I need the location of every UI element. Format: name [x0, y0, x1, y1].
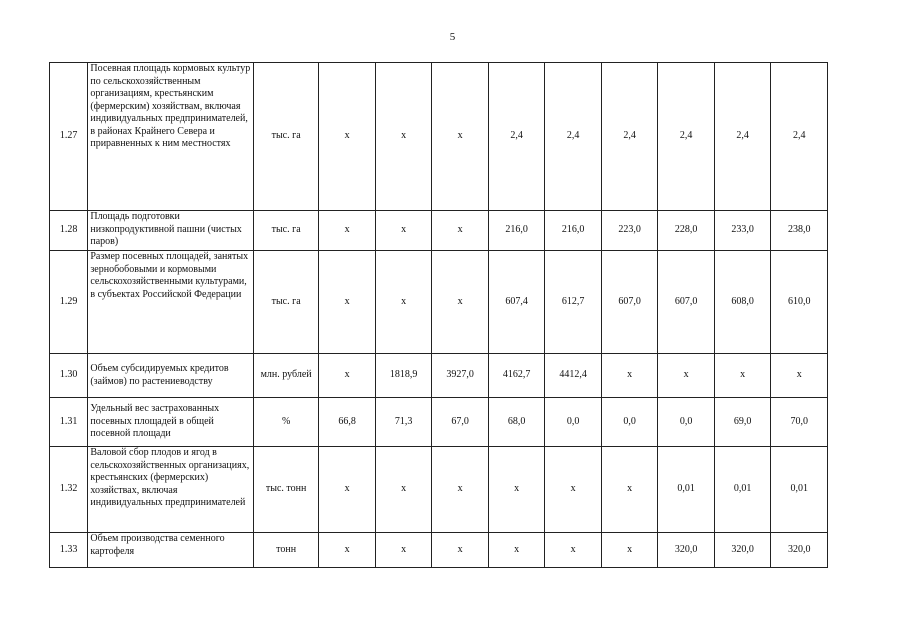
value-cell: х	[375, 63, 432, 211]
value-cell: х	[432, 211, 489, 251]
row-number: 1.30	[50, 354, 88, 398]
value-cell: х	[545, 533, 602, 568]
value-cell: 607,4	[488, 251, 545, 354]
row-number: 1.29	[50, 251, 88, 354]
value-cell: 2,4	[714, 63, 771, 211]
value-cell: 2,4	[658, 63, 715, 211]
value-cell: 233,0	[714, 211, 771, 251]
value-cell: 607,0	[601, 251, 658, 354]
value-cell: 70,0	[771, 398, 828, 447]
page-number: 5	[449, 31, 456, 43]
value-cell: 0,01	[714, 447, 771, 533]
value-cell: х	[432, 533, 489, 568]
unit-cell: тыс. га	[253, 211, 319, 251]
row-number: 1.28	[50, 211, 88, 251]
unit-cell: тыс. тонн	[253, 447, 319, 533]
value-cell: х	[375, 211, 432, 251]
indicator-name: Объем производства семенного картофеля	[88, 533, 253, 568]
table-row	[50, 533, 828, 568]
row-number: 1.33	[50, 533, 88, 568]
value-cell: 71,3	[375, 398, 432, 447]
row-number: 1.27	[50, 63, 88, 211]
value-cell: х	[432, 251, 489, 354]
value-cell: х	[601, 447, 658, 533]
indicator-name: Площадь подготовки низкопродуктивной пашни (чистых паров)	[88, 211, 253, 251]
value-cell: 3927,0	[432, 354, 489, 398]
value-cell: х	[488, 447, 545, 533]
value-cell: х	[601, 354, 658, 398]
value-cell: 0,0	[601, 398, 658, 447]
value-cell: х	[319, 447, 376, 533]
row-number: 1.32	[50, 447, 88, 533]
value-cell: х	[319, 251, 376, 354]
value-cell: х	[319, 533, 376, 568]
value-cell: 67,0	[432, 398, 489, 447]
value-cell: х	[545, 447, 602, 533]
value-cell: 68,0	[488, 398, 545, 447]
value-cell: х	[714, 354, 771, 398]
indicator-name: Удельный вес застрахованных посевных площадей в общей посевной площади	[88, 398, 253, 447]
value-cell: 66,8	[319, 398, 376, 447]
indicator-name: Размер посевных площадей, занятых зернобобовыми и кормовыми сельскохозяйственными культурами, в субъектах Российской Федерации	[88, 251, 253, 354]
value-cell: 4412,4	[545, 354, 602, 398]
value-cell: х	[432, 447, 489, 533]
value-cell: х	[319, 63, 376, 211]
value-cell: х	[375, 533, 432, 568]
value-cell: 320,0	[658, 533, 715, 568]
value-cell: 2,4	[771, 63, 828, 211]
value-cell: 0,01	[771, 447, 828, 533]
value-cell: х	[375, 251, 432, 354]
value-cell: 238,0	[771, 211, 828, 251]
value-cell: х	[375, 447, 432, 533]
value-cell: 228,0	[658, 211, 715, 251]
unit-cell: тыс. га	[253, 63, 319, 211]
value-cell: 0,0	[658, 398, 715, 447]
indicator-name: Объем субсидируемых кредитов (займов) по растениеводству	[88, 354, 253, 398]
unit-cell: млн. рублей	[253, 354, 319, 398]
table-row	[50, 447, 828, 533]
value-cell: 0,01	[658, 447, 715, 533]
value-cell: 0,0	[545, 398, 602, 447]
value-cell: 2,4	[545, 63, 602, 211]
value-cell: х	[432, 63, 489, 211]
indicator-name: Посевная площадь кормовых культур по сельскохозяйственным организациям, крестьянским (фермерским) хозяйствам, включая индивидуальных предпринимателей, в районах Крайнего Севера и приравненных к ним местностях	[88, 63, 253, 211]
value-cell: 4162,7	[488, 354, 545, 398]
value-cell: х	[771, 354, 828, 398]
value-cell: х	[319, 354, 376, 398]
value-cell: х	[601, 533, 658, 568]
value-cell: 607,0	[658, 251, 715, 354]
unit-cell: тонн	[253, 533, 319, 568]
value-cell: 223,0	[601, 211, 658, 251]
value-cell: х	[488, 533, 545, 568]
table-row	[50, 251, 828, 354]
row-number: 1.31	[50, 398, 88, 447]
unit-cell: тыс. га	[253, 251, 319, 354]
value-cell: 612,7	[545, 251, 602, 354]
value-cell: 69,0	[714, 398, 771, 447]
value-cell: 2,4	[488, 63, 545, 211]
table-row	[50, 63, 828, 211]
table-row	[50, 211, 828, 251]
value-cell: 2,4	[601, 63, 658, 211]
value-cell: х	[658, 354, 715, 398]
value-cell: 1818,9	[375, 354, 432, 398]
table-row	[50, 398, 828, 447]
indicators-table	[49, 62, 828, 568]
indicator-name: Валовой сбор плодов и ягод в сельскохозяйственных организациях, крестьянских (фермерских) хозяйствах, включая индивидуальных предпринимателей	[88, 447, 253, 533]
value-cell: 608,0	[714, 251, 771, 354]
value-cell: 610,0	[771, 251, 828, 354]
table-row	[50, 354, 828, 398]
value-cell: 320,0	[771, 533, 828, 568]
value-cell: х	[319, 211, 376, 251]
value-cell: 216,0	[488, 211, 545, 251]
value-cell: 216,0	[545, 211, 602, 251]
value-cell: 320,0	[714, 533, 771, 568]
unit-cell: %	[253, 398, 319, 447]
